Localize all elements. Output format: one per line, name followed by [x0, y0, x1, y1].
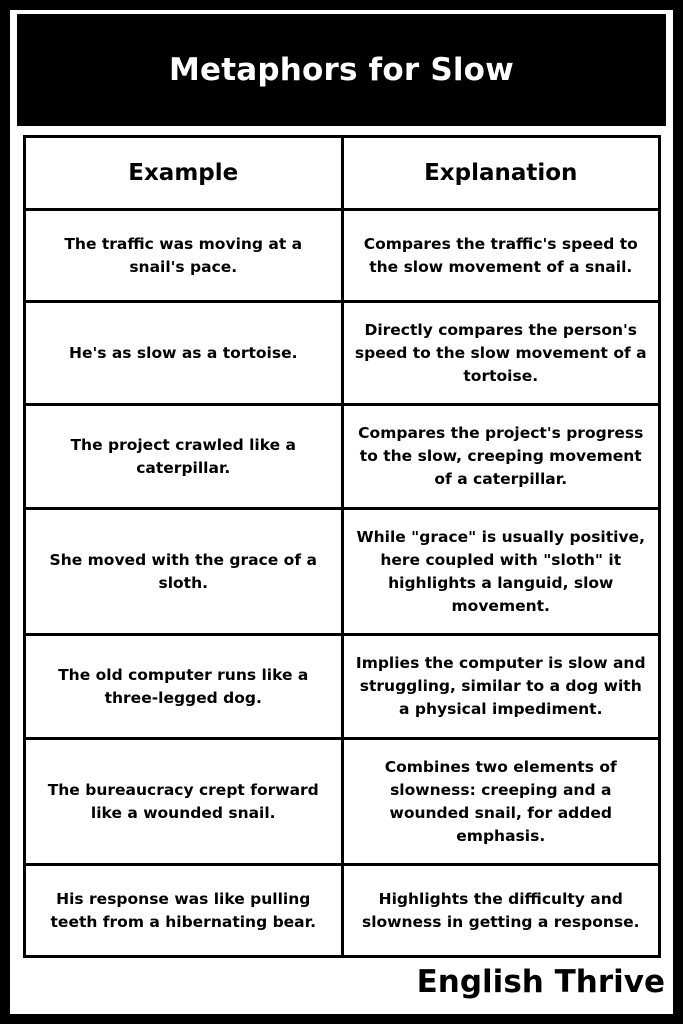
- table-row: [25, 635, 660, 739]
- explanation-cell: Highlights the difficulty and slowness in getting a response.: [342, 865, 660, 957]
- table-row: [25, 210, 660, 302]
- table-row: [25, 865, 660, 957]
- example-cell: He's as slow as a tortoise.: [25, 302, 343, 405]
- table-row: [25, 302, 660, 405]
- page: [10, 10, 673, 1014]
- example-cell: The old computer runs like a three-legged dog.: [25, 635, 343, 739]
- example-cell: The traffic was moving at a snail's pace.: [25, 210, 343, 302]
- explanation-cell: Compares the project's progress to the slow, creeping movement of a caterpillar.: [342, 405, 660, 509]
- column-header-example: Example: [25, 137, 343, 210]
- title-bar: [17, 14, 666, 126]
- explanation-cell: Implies the computer is slow and struggling, similar to a dog with a physical impediment.: [342, 635, 660, 739]
- table-header-row: [25, 137, 660, 210]
- example-cell: The project crawled like a caterpillar.: [25, 405, 343, 509]
- explanation-cell: Compares the traffic's speed to the slow movement of a snail.: [342, 210, 660, 302]
- explanation-cell: Combines two elements of slowness: creeping and a wounded snail, for added emphasis.: [342, 739, 660, 865]
- explanation-cell: Directly compares the person's speed to the slow movement of a tortoise.: [342, 302, 660, 405]
- brand-footer: English Thrive: [416, 964, 665, 1000]
- table-row: [25, 739, 660, 865]
- column-header-explanation: Explanation: [342, 137, 660, 210]
- example-cell: She moved with the grace of a sloth.: [25, 509, 343, 635]
- example-cell: His response was like pulling teeth from a hibernating bear.: [25, 865, 343, 957]
- page-title: Metaphors for Slow: [168, 52, 515, 88]
- table-row: [25, 509, 660, 635]
- metaphors-table: [23, 135, 661, 958]
- table-row: [25, 405, 660, 509]
- example-cell: The bureaucracy crept forward like a wounded snail.: [25, 739, 343, 865]
- explanation-cell: While "grace" is usually positive, here coupled with "sloth" it highlights a languid, slow movement.: [342, 509, 660, 635]
